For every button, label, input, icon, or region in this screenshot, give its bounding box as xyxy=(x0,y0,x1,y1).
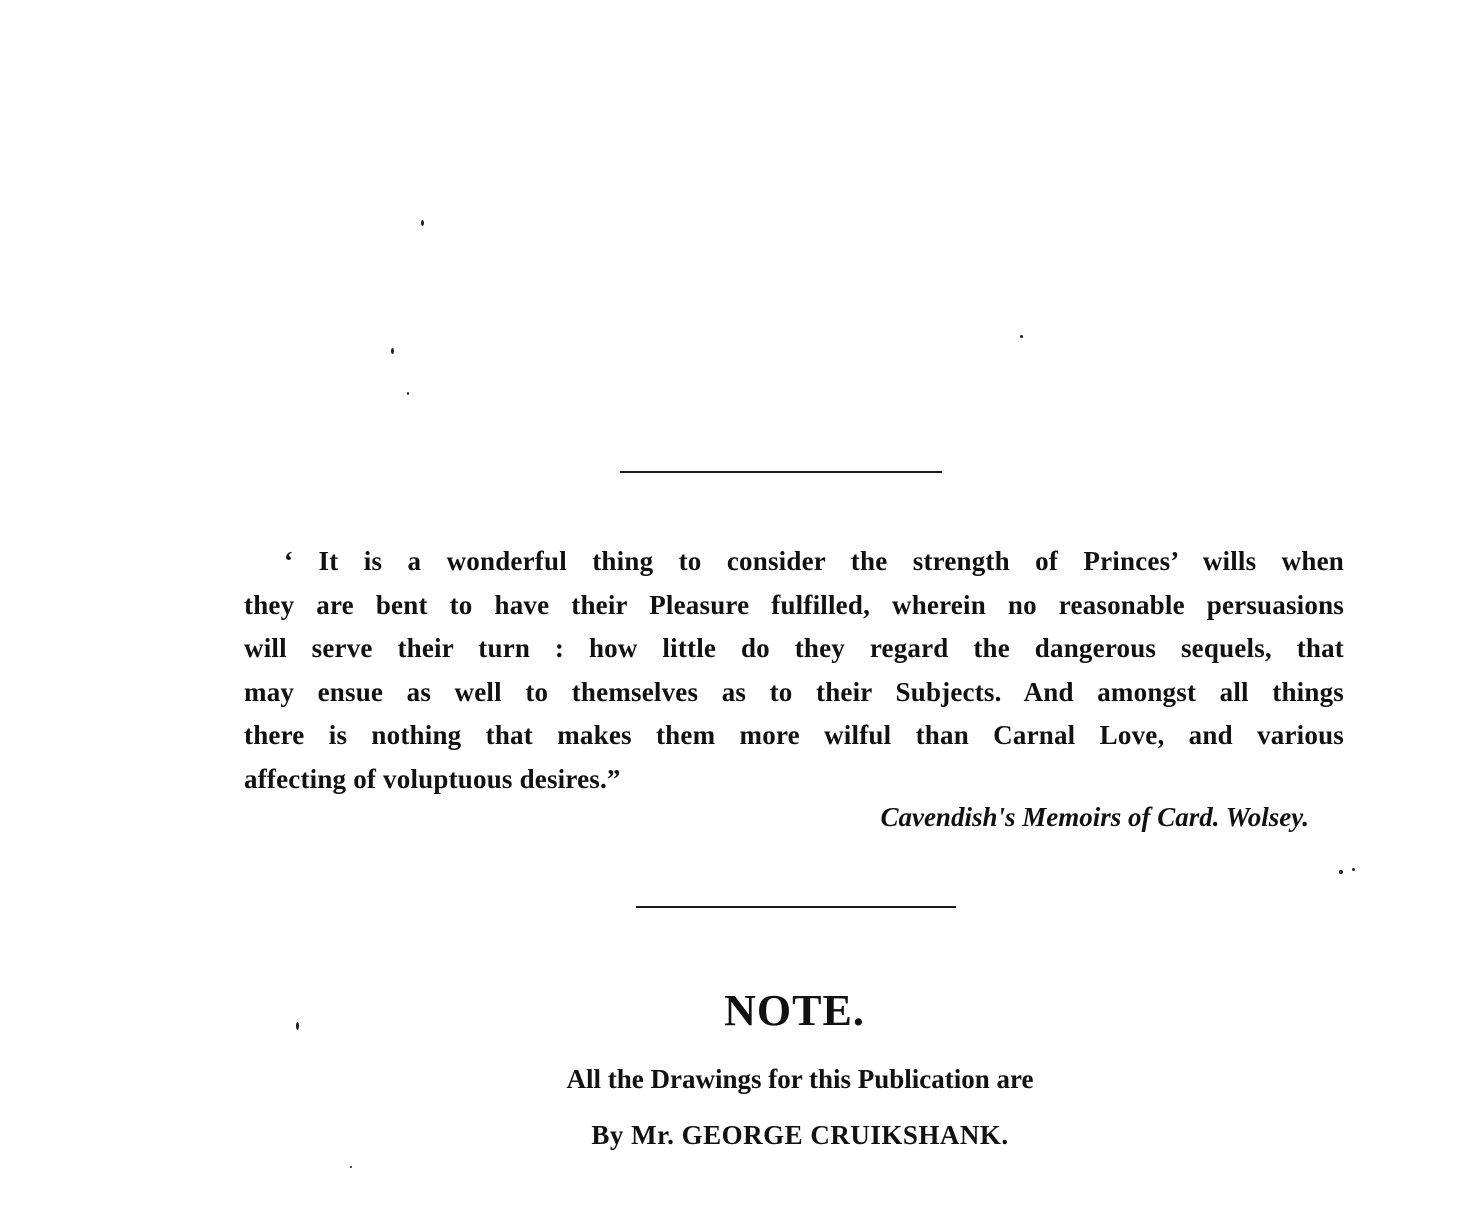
speck-mark xyxy=(350,1166,352,1168)
top-divider-rule xyxy=(620,471,942,473)
bottom-divider-rule xyxy=(636,906,956,908)
epigraph-quote xyxy=(244,540,1344,801)
speck-mark xyxy=(391,348,394,354)
speck-mark xyxy=(407,392,409,395)
quote-line: may ensue as well to themselves as to their Subjects. And amongst all things xyxy=(244,676,1344,707)
quote-attribution: Cavendish's Memoirs of Card. Wolsey. xyxy=(880,802,1309,832)
quote-line: there is nothing that makes them more wilful than Carnal Love, and various xyxy=(244,720,1344,750)
note-heading: NOTE. xyxy=(724,986,865,1035)
quote-line: they are bent to have their Pleasure fulfilled, wherein no reasonable persuasions xyxy=(244,589,1344,620)
speck-mark xyxy=(1352,868,1355,871)
quote-line: affecting of voluptuous desires.” xyxy=(244,763,621,794)
speck-mark xyxy=(1020,335,1023,338)
speck-mark xyxy=(1339,870,1343,874)
quote-line: will serve their turn : how little do they regard the dangerous sequels, that xyxy=(244,633,1344,663)
note-drawings-line: All the Drawings for this Publication are xyxy=(566,1064,1034,1094)
note-artist-line: By Mr. GEORGE CRUIKSHANK. xyxy=(591,1120,1009,1150)
quote-line: ‘ It is a wonderful thing to consider the strength of Princes’ wills when xyxy=(284,546,1344,576)
speck-mark xyxy=(421,220,424,226)
